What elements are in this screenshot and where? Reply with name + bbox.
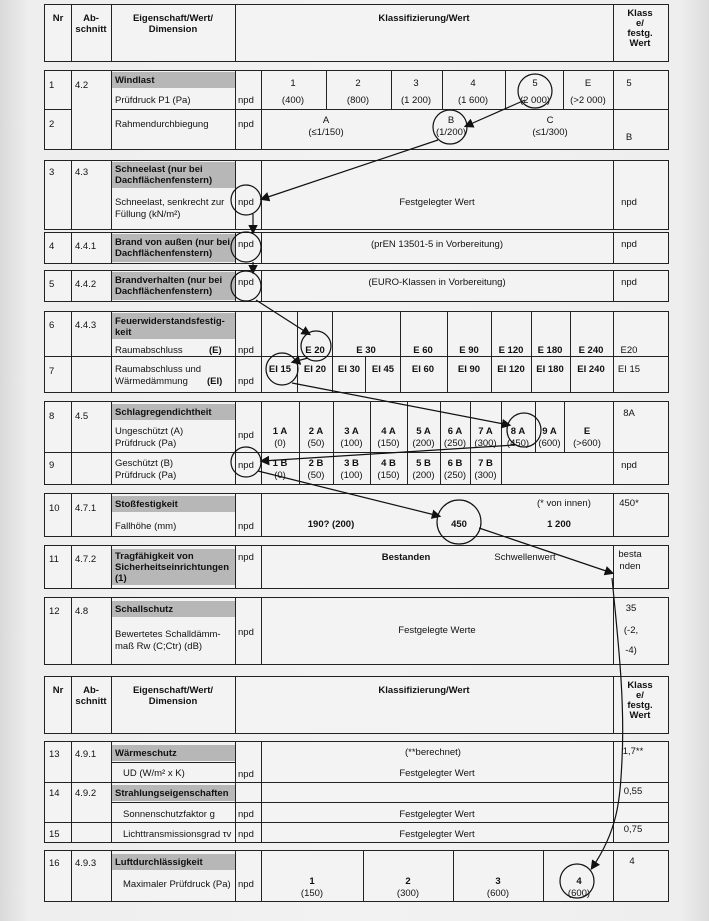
property-sub: Ungeschützt (A) [115,426,184,437]
property-title: Dachflächenfenstern) [115,248,213,259]
row-abschnitt: 4.8 [75,606,89,617]
row-nr: 3 [49,167,55,178]
class-value: (>600) [573,438,601,449]
property-sub: Prüfdruck P1 (Pa) [115,95,191,106]
class-label: E [584,78,592,89]
class-value: (300) [474,438,497,449]
class-value: (600) [538,438,561,449]
result-value: (-2, [623,625,639,636]
property-title: Luftdurchlässigkeit [115,857,203,868]
header-klassifizierung: Klassifizierung/Wert [378,685,470,696]
class-value: (200) [412,470,435,481]
class-value: (≤1/150) [308,127,344,138]
class-value: Festgelegter Wert [399,197,475,208]
row-abschnitt: 4.7.2 [75,554,97,565]
class-value: 190? (200) [307,519,355,530]
class-value: (0) [274,438,286,449]
row-nr: 4 [49,241,55,252]
table-header-bottom [44,676,669,734]
result-value: npd [621,277,637,288]
row-feuerwiderstand [44,311,669,393]
row-luftdurchlaessigkeit [44,850,669,902]
result-value: npd [621,460,637,471]
grid-line [370,402,371,484]
result-value: 5 [626,78,632,89]
class-value: (600) [567,888,591,899]
class-value: (100) [340,438,363,449]
property-title: Schneelast (nur bei [115,164,203,175]
result-value: npd [621,197,637,208]
row-abschnitt: 4.9.2 [75,788,97,799]
class-label: 5 [532,78,538,89]
class-label: EI 30 [337,364,361,375]
class-value: (200) [412,438,435,449]
class-value: Festgelegte Werte [398,625,476,636]
property-title: Tragfähigkeit von [115,551,194,562]
class-label: EI 15 [268,364,292,375]
property-code: (EI) [207,376,223,387]
property-sub: Wärmedämmung [115,376,188,387]
class-value: (250) [443,438,467,449]
class-label: 3 A [344,426,359,437]
header-klasse: Klass e/ festg. Wert [627,680,653,721]
row-brandverhalten [44,270,669,302]
npd-label: npd [238,879,254,890]
npd-label: npd [238,345,254,356]
grid-line [564,402,565,452]
header-nr: Nr [52,13,64,24]
class-value: (1 200) [400,95,432,106]
property-sub: Fallhöhe (mm) [115,521,177,532]
class-value: (600) [486,888,510,899]
table-header-top [44,4,669,62]
property-title: Sicherheitseinrichtungen [115,562,230,573]
class-label: 2 [405,876,411,887]
class-label: 6 B [447,458,463,469]
class-value: (150) [300,888,324,899]
result-value: 0,75 [623,824,643,835]
result-value: B [625,132,633,143]
property-sub: UD (W/m² x K) [123,768,185,779]
property-sub: Schneelast, senkrecht zur [115,197,225,208]
npd-label: npd [238,376,254,387]
class-label: E [583,426,591,437]
npd-label: npd [238,239,254,250]
row-nr: 5 [49,279,55,290]
result-value: 0,55 [623,786,643,797]
property-sub: Maximaler Prüfdruck (Pa) [123,879,231,890]
npd-label: npd [238,809,254,820]
class-value: (100) [340,470,363,481]
npd-label: npd [238,769,254,780]
property-title: Schallschutz [115,604,174,615]
class-label: 8 A [510,426,526,437]
result-value: 1,7** [622,746,644,757]
class-label: EI 45 [371,364,395,375]
class-value: (250) [443,470,467,481]
class-label: 5 B [416,458,431,469]
class-label: 1 A [272,426,288,437]
property-sub: Sonnenschutzfaktor g [123,809,215,820]
row-nr: 11 [49,554,59,565]
row-abschnitt: 4.4.2 [75,279,97,290]
class-label: E 30 [356,345,376,356]
row-abschnitt: 4.2 [75,80,89,91]
class-label: 6 A [447,426,463,437]
row-abschnitt: 4.9.1 [75,749,97,760]
class-value: (0) [274,470,286,481]
note-text: (**berechnet) [405,747,461,758]
property-title: Dachflächenfenstern) [115,286,213,297]
class-label: 4 [470,78,476,89]
npd-label: npd [238,460,254,471]
npd-label: npd [238,95,254,106]
class-label: EI 20 [303,364,327,375]
class-value: Bestanden [381,552,431,563]
class-value: (1/200) [435,127,467,138]
class-value: (50) [307,438,325,449]
row-nr: 16 [49,858,60,869]
npd-label: npd [238,829,254,840]
property-title: (1) [115,573,127,584]
property-title: Stoßfestigkeit [115,499,178,510]
class-label: E 90 [459,345,479,356]
class-label: 4 B [381,458,396,469]
class-label: A [322,115,330,126]
row-nr: 2 [49,119,55,130]
class-value: 450 [451,519,467,530]
property-sub: Raumabschluss und [115,364,202,375]
class-label: 2 [355,78,361,89]
npd-label: npd [238,521,254,532]
property-sub: maß Rw (C;Ctr) (dB) [115,641,203,652]
result-value: EI 15 [617,364,641,375]
class-value: (300) [396,888,420,899]
class-label: C [546,115,554,126]
class-label: E 20 [305,345,325,356]
row-nr: 8 [49,411,55,422]
header-eigenschaft: Eigenschaft/Wert/ Dimension [132,13,214,35]
class-label: 5 A [416,426,431,437]
property-sub: Raumabschluss [115,345,183,356]
note-text: (* von innen) [537,498,591,509]
property-title: Schlagregendichtheit [115,407,212,418]
class-value: Festgelegter Wert [399,768,475,779]
class-value: Schwellenwert [494,552,556,563]
result-value: besta [618,549,642,560]
class-value: Festgelegter Wert [399,809,475,820]
row-nr: 1 [49,80,55,91]
property-title: Feuerwiderstandsfestig- [115,316,225,327]
row-windlast [44,70,669,150]
result-value: 4 [629,856,635,867]
header-abschnitt: Ab- schnitt [75,685,107,707]
class-label: 2 A [308,426,324,437]
class-label: 1 [290,78,296,89]
class-label: E 120 [498,345,524,356]
row-nr: 14 [49,788,60,799]
property-sub: Prüfdruck (Pa) [115,470,177,481]
row-schlagregen [44,401,669,485]
class-value: (400) [281,95,305,106]
row-nr: 13 [49,749,60,760]
grid-line [299,402,300,484]
row-nr: 7 [49,366,55,377]
class-label: 7 B [478,458,493,469]
property-sub: Prüfdruck (Pa) [115,438,177,449]
property-title: Strahlungseigenschaften [115,788,229,799]
class-label: 7 A [478,426,493,437]
class-value: (EURO-Klassen in Vorbereitung) [368,277,506,288]
row-abschnitt: 4.4.1 [75,241,97,252]
row-nr: 10 [49,503,60,514]
row-abschnitt: 4.4.3 [75,320,97,331]
row-nr: 12 [49,606,60,617]
class-label: 9 A [542,426,557,437]
class-value: (2 000) [519,95,551,106]
header-nr: Nr [52,685,64,696]
class-label: 4 [576,876,582,887]
class-value: 1 200 [547,519,571,530]
result-value: npd [621,239,637,250]
class-value: (800) [346,95,370,106]
grid-line [333,402,334,484]
property-title: keit [115,327,132,338]
class-label: EI 60 [411,364,435,375]
result-value: 8A [623,408,635,419]
grid-line [535,402,536,452]
row-stossfestigkeit [44,493,669,537]
result-value: 450* [619,498,639,509]
property-title: Windlast [115,75,155,86]
result-value: 35 [625,603,637,614]
header-abschnitt: Ab- schnitt [75,13,107,35]
result-value: -4) [625,645,637,656]
property-title: Dachflächenfenstern) [115,175,213,186]
row-abschnitt: 4.9.3 [75,858,97,869]
class-label: 1 [309,876,315,887]
grid-line [407,402,408,484]
class-label: EI 240 [577,364,605,375]
class-label: E 60 [413,345,433,356]
property-title: Wärmeschutz [115,748,177,759]
header-klassifizierung: Klassifizierung/Wert [378,13,470,24]
class-value: Festgelegter Wert [399,829,475,840]
class-value: (150) [377,438,400,449]
class-label: B [447,115,455,126]
grid-line [470,402,471,484]
npd-label: npd [238,552,254,563]
row-nr: 15 [49,829,60,840]
row-schallschutz [44,597,669,665]
property-sub: Bewertetes Schalldämm- [115,629,221,640]
class-label: 2 B [308,458,324,469]
class-label: E 180 [537,345,563,356]
class-label: EI 90 [457,364,481,375]
npd-label: npd [238,197,254,208]
property-sub: Geschützt (B) [115,458,174,469]
class-label: EI 180 [536,364,564,375]
class-label: 3 [495,876,501,887]
npd-label: npd [238,119,254,130]
result-value: nden [619,561,641,572]
row-nr: 9 [49,460,55,471]
class-value: (300) [474,470,497,481]
class-label: EI 120 [497,364,525,375]
row-abschnitt: 4.5 [75,411,89,422]
header-eigenschaft: Eigenschaft/Wert/ Dimension [132,685,214,707]
class-value: (prEN 13501-5 in Vorbereitung) [370,239,504,250]
npd-label: npd [238,430,254,441]
class-label: E 240 [578,345,604,356]
class-label: 3 B [344,458,359,469]
row-abschnitt: 4.7.1 [75,503,97,514]
row-nr: 6 [49,320,55,331]
result-value: E20 [620,345,638,356]
property-code: (E) [209,345,222,356]
npd-label: npd [238,627,254,638]
class-value: (450) [506,438,530,449]
class-value: (≤1/300) [532,127,568,138]
property-title: Brandverhalten (nur bei [115,275,223,286]
row-abschnitt: 4.3 [75,167,89,178]
grid-line [440,402,441,484]
class-value: (50) [307,470,325,481]
property-title: Brand von außen (nur bei [115,237,231,248]
header-klasse: Klass e/ festg. Wert [627,8,653,49]
property-sub: Füllung (kN/m²) [115,209,181,220]
class-label: 4 A [381,426,396,437]
property-sub: Rahmendurchbiegung [115,119,209,130]
row-waermeschutz-strahlung [44,741,669,843]
class-value: (1 600) [457,95,489,106]
class-label: 1 B [272,458,288,469]
class-value: (>2 000) [570,95,606,106]
class-value: (150) [377,470,400,481]
grid-line [501,402,502,484]
row-schneelast [44,160,669,230]
npd-label: npd [238,277,254,288]
row-tragfaehigkeit [44,545,669,589]
row-brand-aussen [44,232,669,264]
property-sub: Lichttransmissionsgrad τv [123,829,232,840]
class-label: 3 [413,78,419,89]
